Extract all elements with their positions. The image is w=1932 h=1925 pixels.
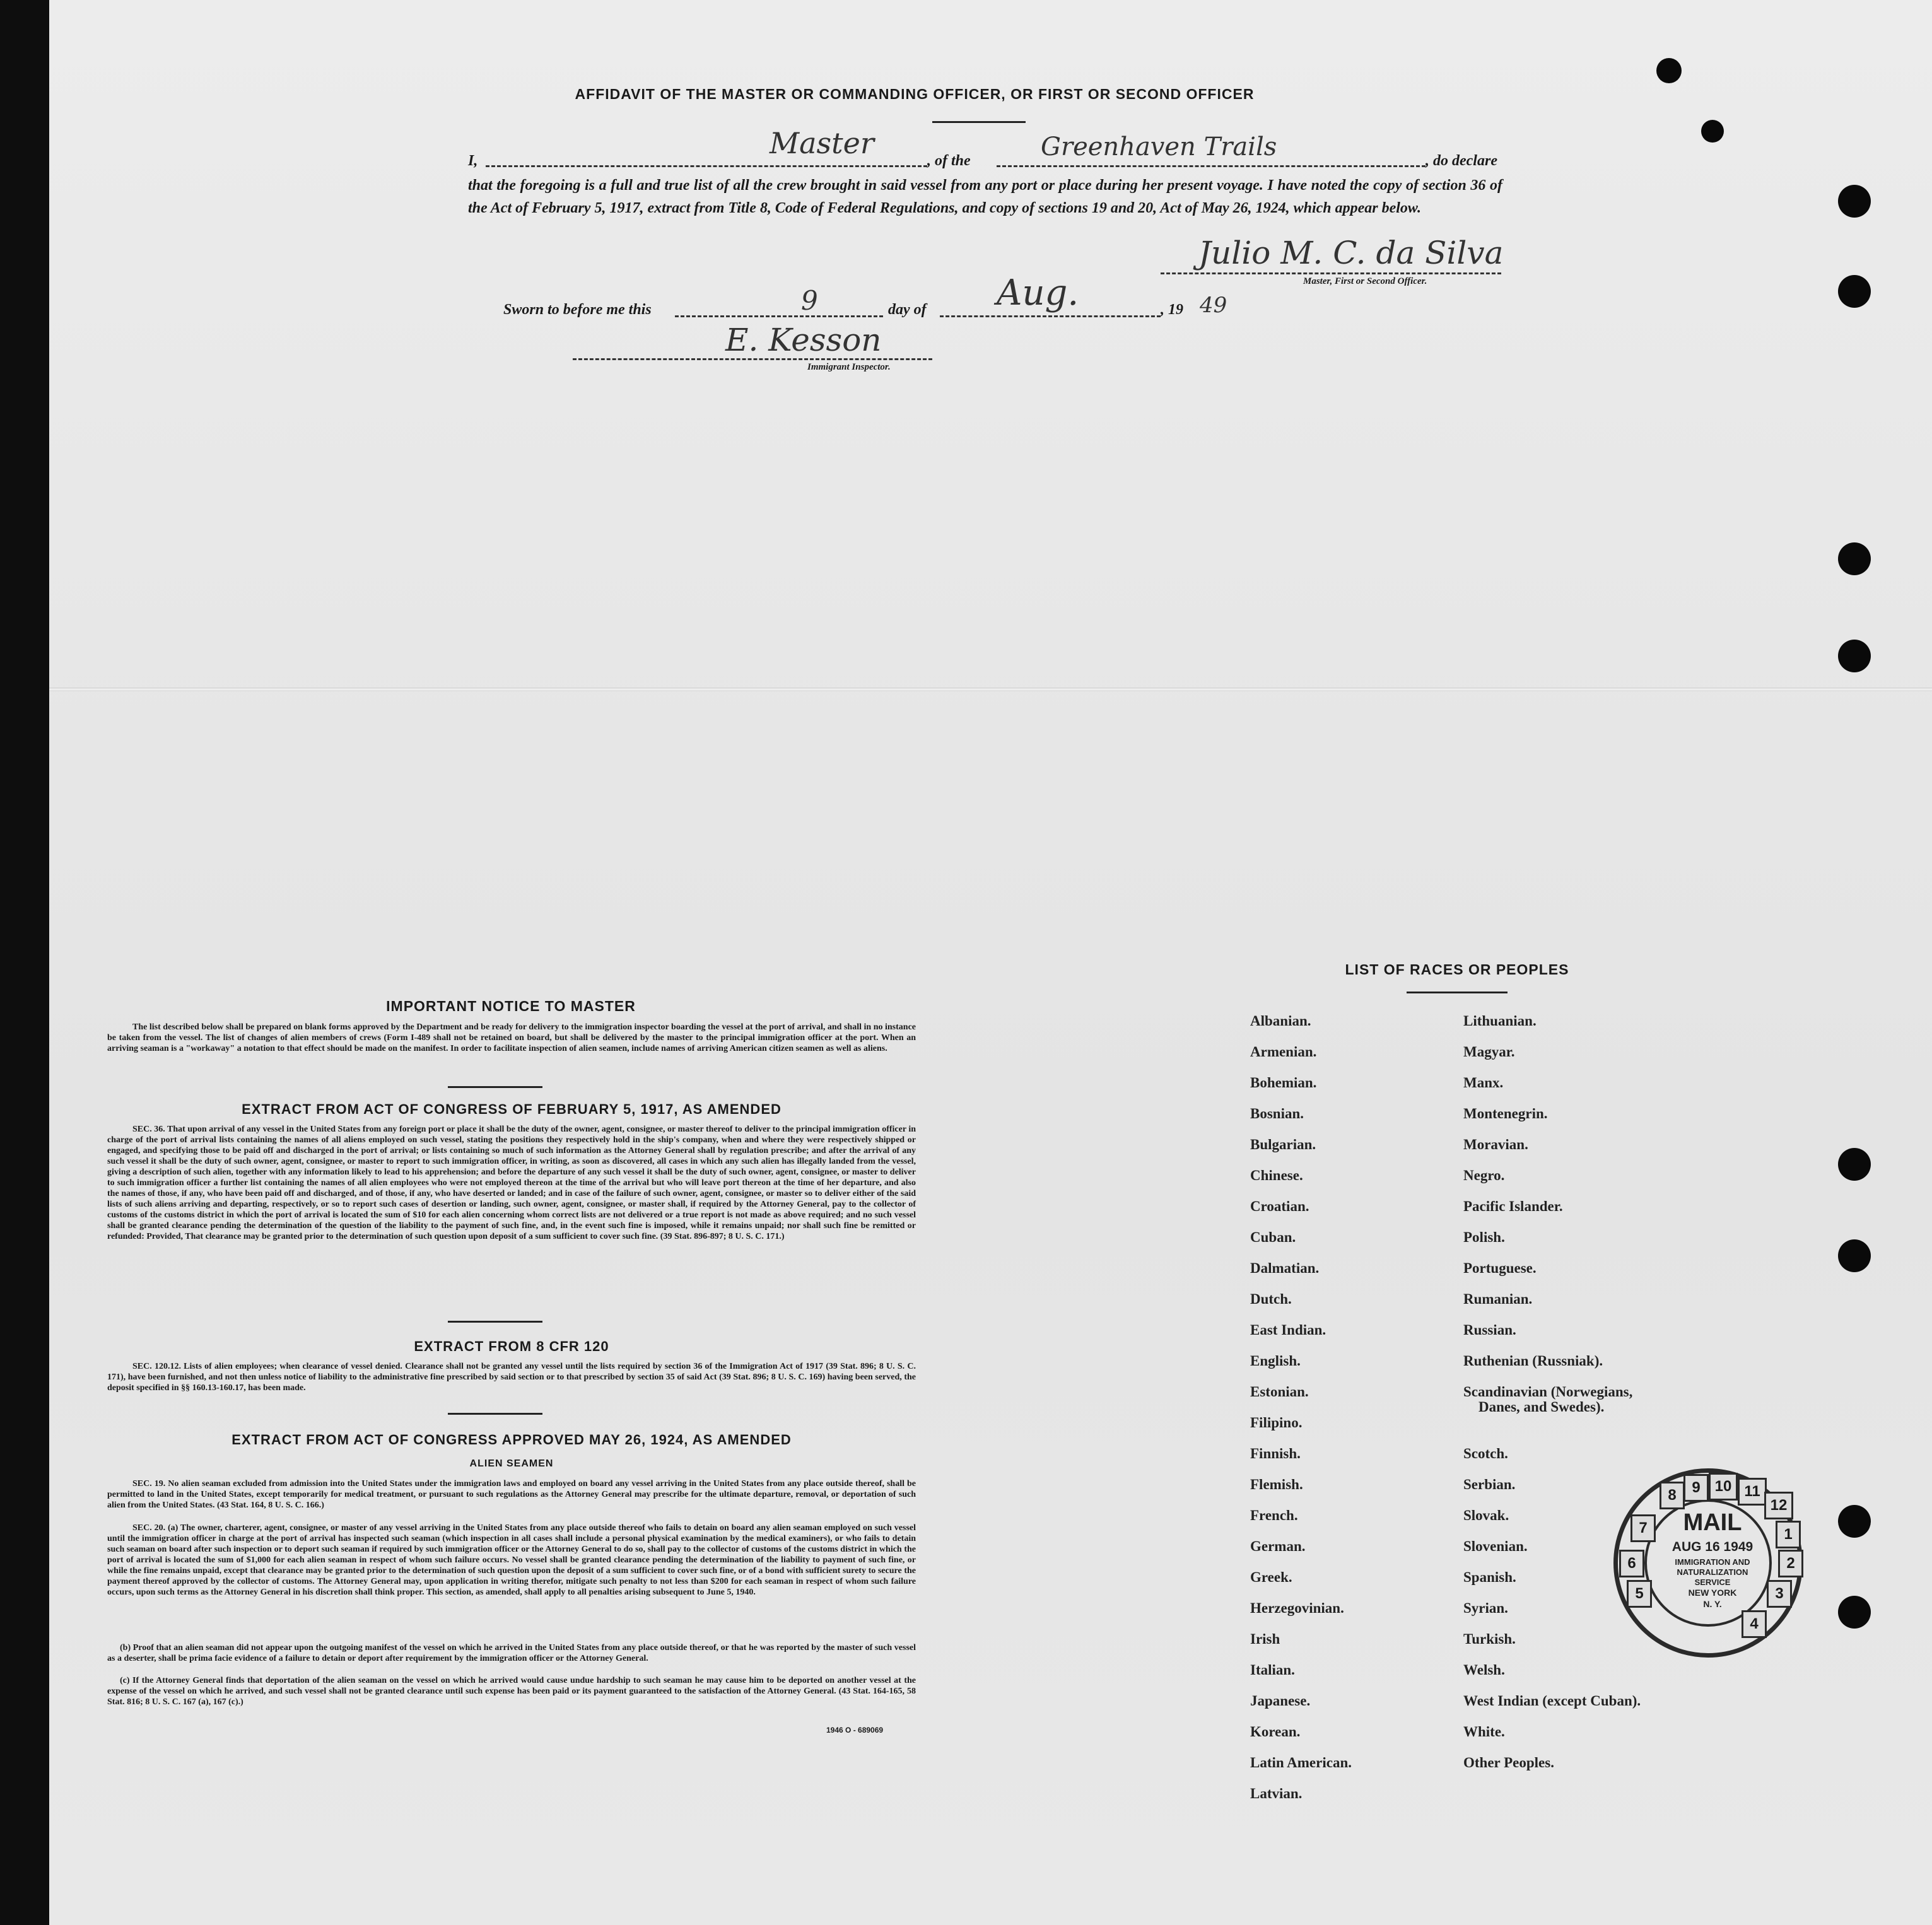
affidavit-line1-mid: , of the	[927, 153, 971, 169]
sworn-year-prefix: , 19	[1161, 301, 1183, 318]
race-item: Bosnian.	[1250, 1106, 1304, 1121]
extract-1924-subheading: ALIEN SEAMEN	[469, 1458, 554, 1469]
race-item: Flemish.	[1250, 1477, 1303, 1492]
stamp-hour-box: 6	[1619, 1550, 1644, 1577]
extract-1924-sec20: SEC. 20. (a) The owner, charterer, agent, consignee, or master of any vessel arriving in the United States from any place outside thereof who fails to detain on board any alien seaman employed on such vessel until the immigration officer in charge at the port of arrival has inspected such seaman (which inspection in all cases shall include a personal physical examination by the medical examiners), or who fails to detain such seaman on board after such inspection or to deport such seaman if required by such immigration officer or the Attorney General to do so, shall pay to the collector of customs of the customs district in which the port of arrival is located the sum of $1,000 for each alien seaman in respect of whom such failure occurs. No vessel shall be granted clearance pending the determination of the liability to payment of such fine, or while the fine remains unpaid, except that clearance may be granted prior to the determination of such question upon the deposit of a sum sufficient to cover such fine, or of a bond with sufficient surety to secure the payment thereof approved by the collector of customs. The Attorney General may, upon application in writing therefor, mitigate such penalty to not less than $200 for each seaman in respect of whom such failure occurs, upon such terms as the Attorney General in his discretion shall think proper. This section, as amended, shall apply to all penalties arising subsequent to June 5, 1940.	[107, 1523, 916, 1597]
stamp-hour-box: 8	[1660, 1482, 1685, 1509]
race-item: Greek.	[1250, 1569, 1292, 1585]
extract-1924-sec20b: (b) Proof that an alien seaman did not appear upon the outgoing manifest of the vessel on which he arrived in the United States from any place outside thereof, or that he was reported by the master of such vessel as a deserter, shall be prima facie evidence of a failure to detain or deport after requirement by the immigration officer or the Attorney General.	[107, 1643, 916, 1663]
stamp-hour-box: 9	[1683, 1474, 1709, 1502]
sworn-day-label: day of	[888, 301, 927, 318]
extract-1924-heading: EXTRACT FROM ACT OF CONGRESS APPROVED MAY 26, 1924, AS AMENDED	[231, 1432, 792, 1448]
race-item: Chinese.	[1250, 1167, 1303, 1183]
race-item: Finnish.	[1250, 1446, 1301, 1461]
punch-hole	[1838, 1505, 1871, 1538]
race-item: Turkish.	[1463, 1631, 1516, 1647]
stamp-agency-line: SERVICE	[1694, 1577, 1731, 1587]
stamp-city-line: NEW YORK	[1688, 1588, 1737, 1598]
stamp-hour-box: 12	[1764, 1492, 1793, 1519]
extract-1917-heading: EXTRACT FROM ACT OF CONGRESS OF FEBRUARY 5, 1917, AS AMENDED	[242, 1101, 782, 1117]
race-item: Spanish.	[1463, 1569, 1516, 1585]
mail-received-stamp	[1613, 1468, 1803, 1658]
race-item: Portuguese.	[1463, 1260, 1537, 1276]
race-item: Bohemian.	[1250, 1075, 1317, 1091]
race-item: Danes, and Swedes).	[1478, 1399, 1605, 1415]
race-item: Magyar.	[1463, 1044, 1515, 1060]
race-item: Slovak.	[1463, 1507, 1509, 1523]
race-item: Other Peoples.	[1463, 1755, 1554, 1770]
race-item: Cuban.	[1250, 1229, 1296, 1245]
race-item: Dutch.	[1250, 1291, 1292, 1307]
race-item: Slovenian.	[1463, 1538, 1528, 1554]
race-item: Italian.	[1250, 1662, 1295, 1678]
affidavit-heading: AFFIDAVIT OF THE MASTER OR COMMANDING OFFICER, OR FIRST OR SECOND OFFICER	[575, 86, 1255, 102]
race-item: English.	[1250, 1353, 1301, 1369]
signature-line	[1161, 272, 1501, 274]
race-item: Polish.	[1463, 1229, 1505, 1245]
punch-hole	[1838, 275, 1871, 308]
print-code: 1946 O - 689069	[826, 1726, 884, 1735]
stamp-hour-box: 7	[1630, 1514, 1656, 1542]
races-rule	[1407, 992, 1508, 993]
race-item: Scandinavian (Norwegians,	[1463, 1384, 1633, 1400]
punch-hole	[1656, 58, 1682, 83]
punch-hole	[1701, 120, 1724, 143]
stamp-agency-line: NATURALIZATION	[1677, 1567, 1748, 1577]
stamp-hour-box: 10	[1709, 1473, 1738, 1501]
race-item: East Indian.	[1250, 1322, 1326, 1338]
race-item: Herzegovinian.	[1250, 1600, 1344, 1616]
stamp-hour-box: 11	[1738, 1478, 1767, 1506]
race-item: Scotch.	[1463, 1446, 1508, 1461]
punch-hole	[1838, 185, 1871, 218]
punch-hole	[1838, 1239, 1871, 1272]
race-item: Serbian.	[1463, 1477, 1516, 1492]
race-item: Welsh.	[1463, 1662, 1505, 1678]
sworn-prefix: Sworn to before me this	[503, 301, 652, 318]
affidavit-line1-suffix: , do declare	[1426, 153, 1497, 169]
officer-caption: Master, First or Second Officer.	[1303, 276, 1427, 286]
notice-heading: IMPORTANT NOTICE TO MASTER	[386, 998, 636, 1014]
race-item: Irish	[1250, 1631, 1280, 1647]
race-item: Latvian.	[1250, 1786, 1303, 1801]
punch-hole	[1838, 1148, 1871, 1181]
race-item: Albanian.	[1250, 1013, 1311, 1029]
section-rule	[448, 1413, 542, 1415]
affidavit-body: that the foregoing is a full and true list of all the crew brought in said vessel from any port or place during her present voyage. I have noted the copy of section 36 of the Act of February 5, 1917, extract from Title 8, Code of Federal Regulations, and copy of sections 19 and 20, Act of May 26, 1924, which appear below.	[468, 177, 1502, 216]
rank-handwriting: Master	[770, 126, 874, 160]
race-item: Bulgarian.	[1250, 1137, 1316, 1152]
race-item: Ruthenian (Russniak).	[1463, 1353, 1603, 1369]
race-item: German.	[1250, 1538, 1306, 1554]
stamp-mail-text: MAIL	[1683, 1509, 1742, 1536]
stamp-hour-box: 4	[1742, 1610, 1767, 1638]
extract-cfr-text: SEC. 120.12. Lists of alien employees; when clearance of vessel denied. Clearance shall not be granted any vessel until the lists required by section 36 of the Immigration Act of 1917 (39 Stat. 896; 8 U. S. C. 171), have been furnished, and not then unless notice of liability to the administrative fine prescribed by said section or to that prescribed by section 35 of said Act (39 Stat. 896; 8 U. S. C. 169) having been served, the deposit specified in §§ 160.13-160.17, has been made.	[107, 1362, 916, 1393]
inspector-caption: Immigrant Inspector.	[807, 362, 891, 372]
race-item: Korean.	[1250, 1724, 1301, 1740]
stamp-hour-box: 1	[1776, 1521, 1801, 1548]
stamp-hour-box: 5	[1627, 1580, 1652, 1608]
inspector-signature: E. Kesson	[725, 322, 882, 358]
vessel-handwriting: Greenhaven Trails	[1041, 132, 1277, 161]
race-item: Filipino.	[1250, 1415, 1303, 1431]
race-item: Syrian.	[1463, 1600, 1508, 1616]
vessel-fill-line	[997, 165, 1426, 167]
stamp-agency-line: IMMIGRATION AND	[1675, 1557, 1750, 1567]
race-item: Japanese.	[1250, 1693, 1311, 1709]
race-item: Pacific Islander.	[1463, 1198, 1563, 1214]
race-item: Croatian.	[1250, 1198, 1309, 1214]
section-rule	[448, 1321, 542, 1323]
race-item: Moravian.	[1463, 1137, 1528, 1152]
heading-rule	[932, 121, 1026, 123]
race-item: Russian.	[1463, 1322, 1516, 1338]
race-item: Latin American.	[1250, 1755, 1352, 1770]
page-fold-line	[49, 688, 1932, 691]
race-item: West Indian (except Cuban).	[1463, 1693, 1641, 1709]
notice-text: The list described below shall be prepared on blank forms approved by the Department and be ready for delivery to the immigration inspector boarding the vessel at the port of arrival, and shall in no instance be taken from the vessel. The list of changes of alien members of crews (Form I-489 shall not be retained on board, but shall be delivered by the master to the principal immigration officer at the port. When an arriving seaman is a "workaway" a notation to that effect should be made on the manifest. In order to facilitate inspection of alien seamen, include names of arriving American citizen seamen as well as aliens.	[107, 1022, 916, 1053]
races-heading: LIST OF RACES OR PEOPLES	[1345, 961, 1569, 978]
race-item: Armenian.	[1250, 1044, 1317, 1060]
sworn-month-handwriting: Aug.	[997, 272, 1079, 313]
race-item: Dalmatian.	[1250, 1260, 1320, 1276]
sworn-year-handwriting: 49	[1200, 293, 1227, 318]
stamp-hour-box: 2	[1778, 1550, 1803, 1577]
officer-signature: Julio M. C. da Silva	[1198, 235, 1504, 271]
punch-hole	[1838, 1596, 1871, 1629]
section-rule	[448, 1086, 542, 1088]
race-item: Lithuanian.	[1463, 1013, 1537, 1029]
punch-hole	[1838, 640, 1871, 672]
rank-fill-line	[486, 165, 927, 167]
race-item: Montenegrin.	[1463, 1106, 1548, 1121]
extract-1924-sec20c: (c) If the Attorney General finds that deportation of the alien seaman on the vessel on which he arrived would cause undue hardship to such seaman he may cause him to be deported on another vessel at the expense of the vessel on which he arrived, and such vessel shall not be granted clearance until such expense has been paid or its payment guaranteed to the satisfaction of the Attorney General. (43 Stat. 164-165, 58 Stat. 816; 8 U. S. C. 167 (a), 167 (c).)	[107, 1676, 916, 1707]
punch-hole	[1838, 542, 1871, 575]
race-item: Negro.	[1463, 1167, 1505, 1183]
sworn-day-line	[675, 315, 883, 317]
extract-1917-text: SEC. 36. That upon arrival of any vessel in the United States from any foreign port or place it shall be the duty of the owner, agent, consignee, or master thereof to deliver to the principal immigration officer in charge of the port of arrival lists containing the names of all aliens employed on such vessel, stating the positions they respectively hold in the ship's company, when and where they were respectively shipped or engaged, and specifying those to be paid off and discharged in the port of arrival; or lists containing so much of such information as the Attorney General shall by regulation prescribe; and after the arrival of any such vessel it shall be the duty of such owner, agent, consignee, or master to report to such immigration officer, in writing, as soon as discovered, all cases in which any such alien has illegally landed from the vessel, giving a description of such alien, together with any information likely to lead to his apprehension; and before the departure of any such vessel it shall be the duty of such owner, agent, consignee, or master to deliver to such immigration officer a further list containing the names of all alien employees who were not employed thereon at the time of the arrival but who will leave port thereon at the time of her departure, and also the names of those, if any, who have been paid off and discharged, and of those, if any, who have deserted or landed; and in case of the failure of such owner, agent, consignee, or master so to deliver either of the said lists of such aliens arriving and departing, respectively, or so to report such cases of desertion or landing, such owner, agent, consignee, or master shall, if required by the Attorney General, pay to the collector of customs of the customs district in which the port of arrival is located the sum of $10 for each alien concerning whom correct lists are not delivered or a true report is not made as above required; and no such vessel shall be granted clearance pending the determination of the question of the liability to the payment of such fine, and, in the event such fine is imposed, while it remains unpaid; nor shall such fine be remitted or refunded: Provided, That clearance may be granted prior to the determination of such question upon deposit of a sum sufficient to cover such fine. (39 Stat. 896-897; 8 U. S. C. 171.)	[107, 1125, 916, 1241]
race-item: Rumanian.	[1463, 1291, 1533, 1307]
race-item: Manx.	[1463, 1075, 1504, 1091]
race-item: Estonian.	[1250, 1384, 1309, 1400]
affidavit-line1-prefix: I,	[468, 153, 478, 169]
extract-cfr-heading: EXTRACT FROM 8 CFR 120	[414, 1338, 609, 1354]
race-item: White.	[1463, 1724, 1505, 1740]
stamp-state-line: N. Y.	[1703, 1599, 1722, 1609]
extract-1924-sec19: SEC. 19. No alien seaman excluded from admission into the United States under the immigration laws and employed on board any vessel arriving in the United States from any place outside thereof, shall be permitted to land in the United States, except temporarily for medical treatment, or pursuant to such regulations as the Attorney General may prescribe for the ultimate departure, removal, or deportation of such alien from the United States. (43 Stat. 164, 8 U. S. C. 166.)	[107, 1479, 916, 1510]
stamp-hour-box: 3	[1767, 1580, 1792, 1608]
sworn-month-line	[940, 315, 1161, 317]
race-item: French.	[1250, 1507, 1298, 1523]
sworn-day-handwriting: 9	[801, 285, 818, 316]
stamp-date: AUG 16 1949	[1671, 1540, 1753, 1554]
inspector-line	[573, 358, 932, 360]
